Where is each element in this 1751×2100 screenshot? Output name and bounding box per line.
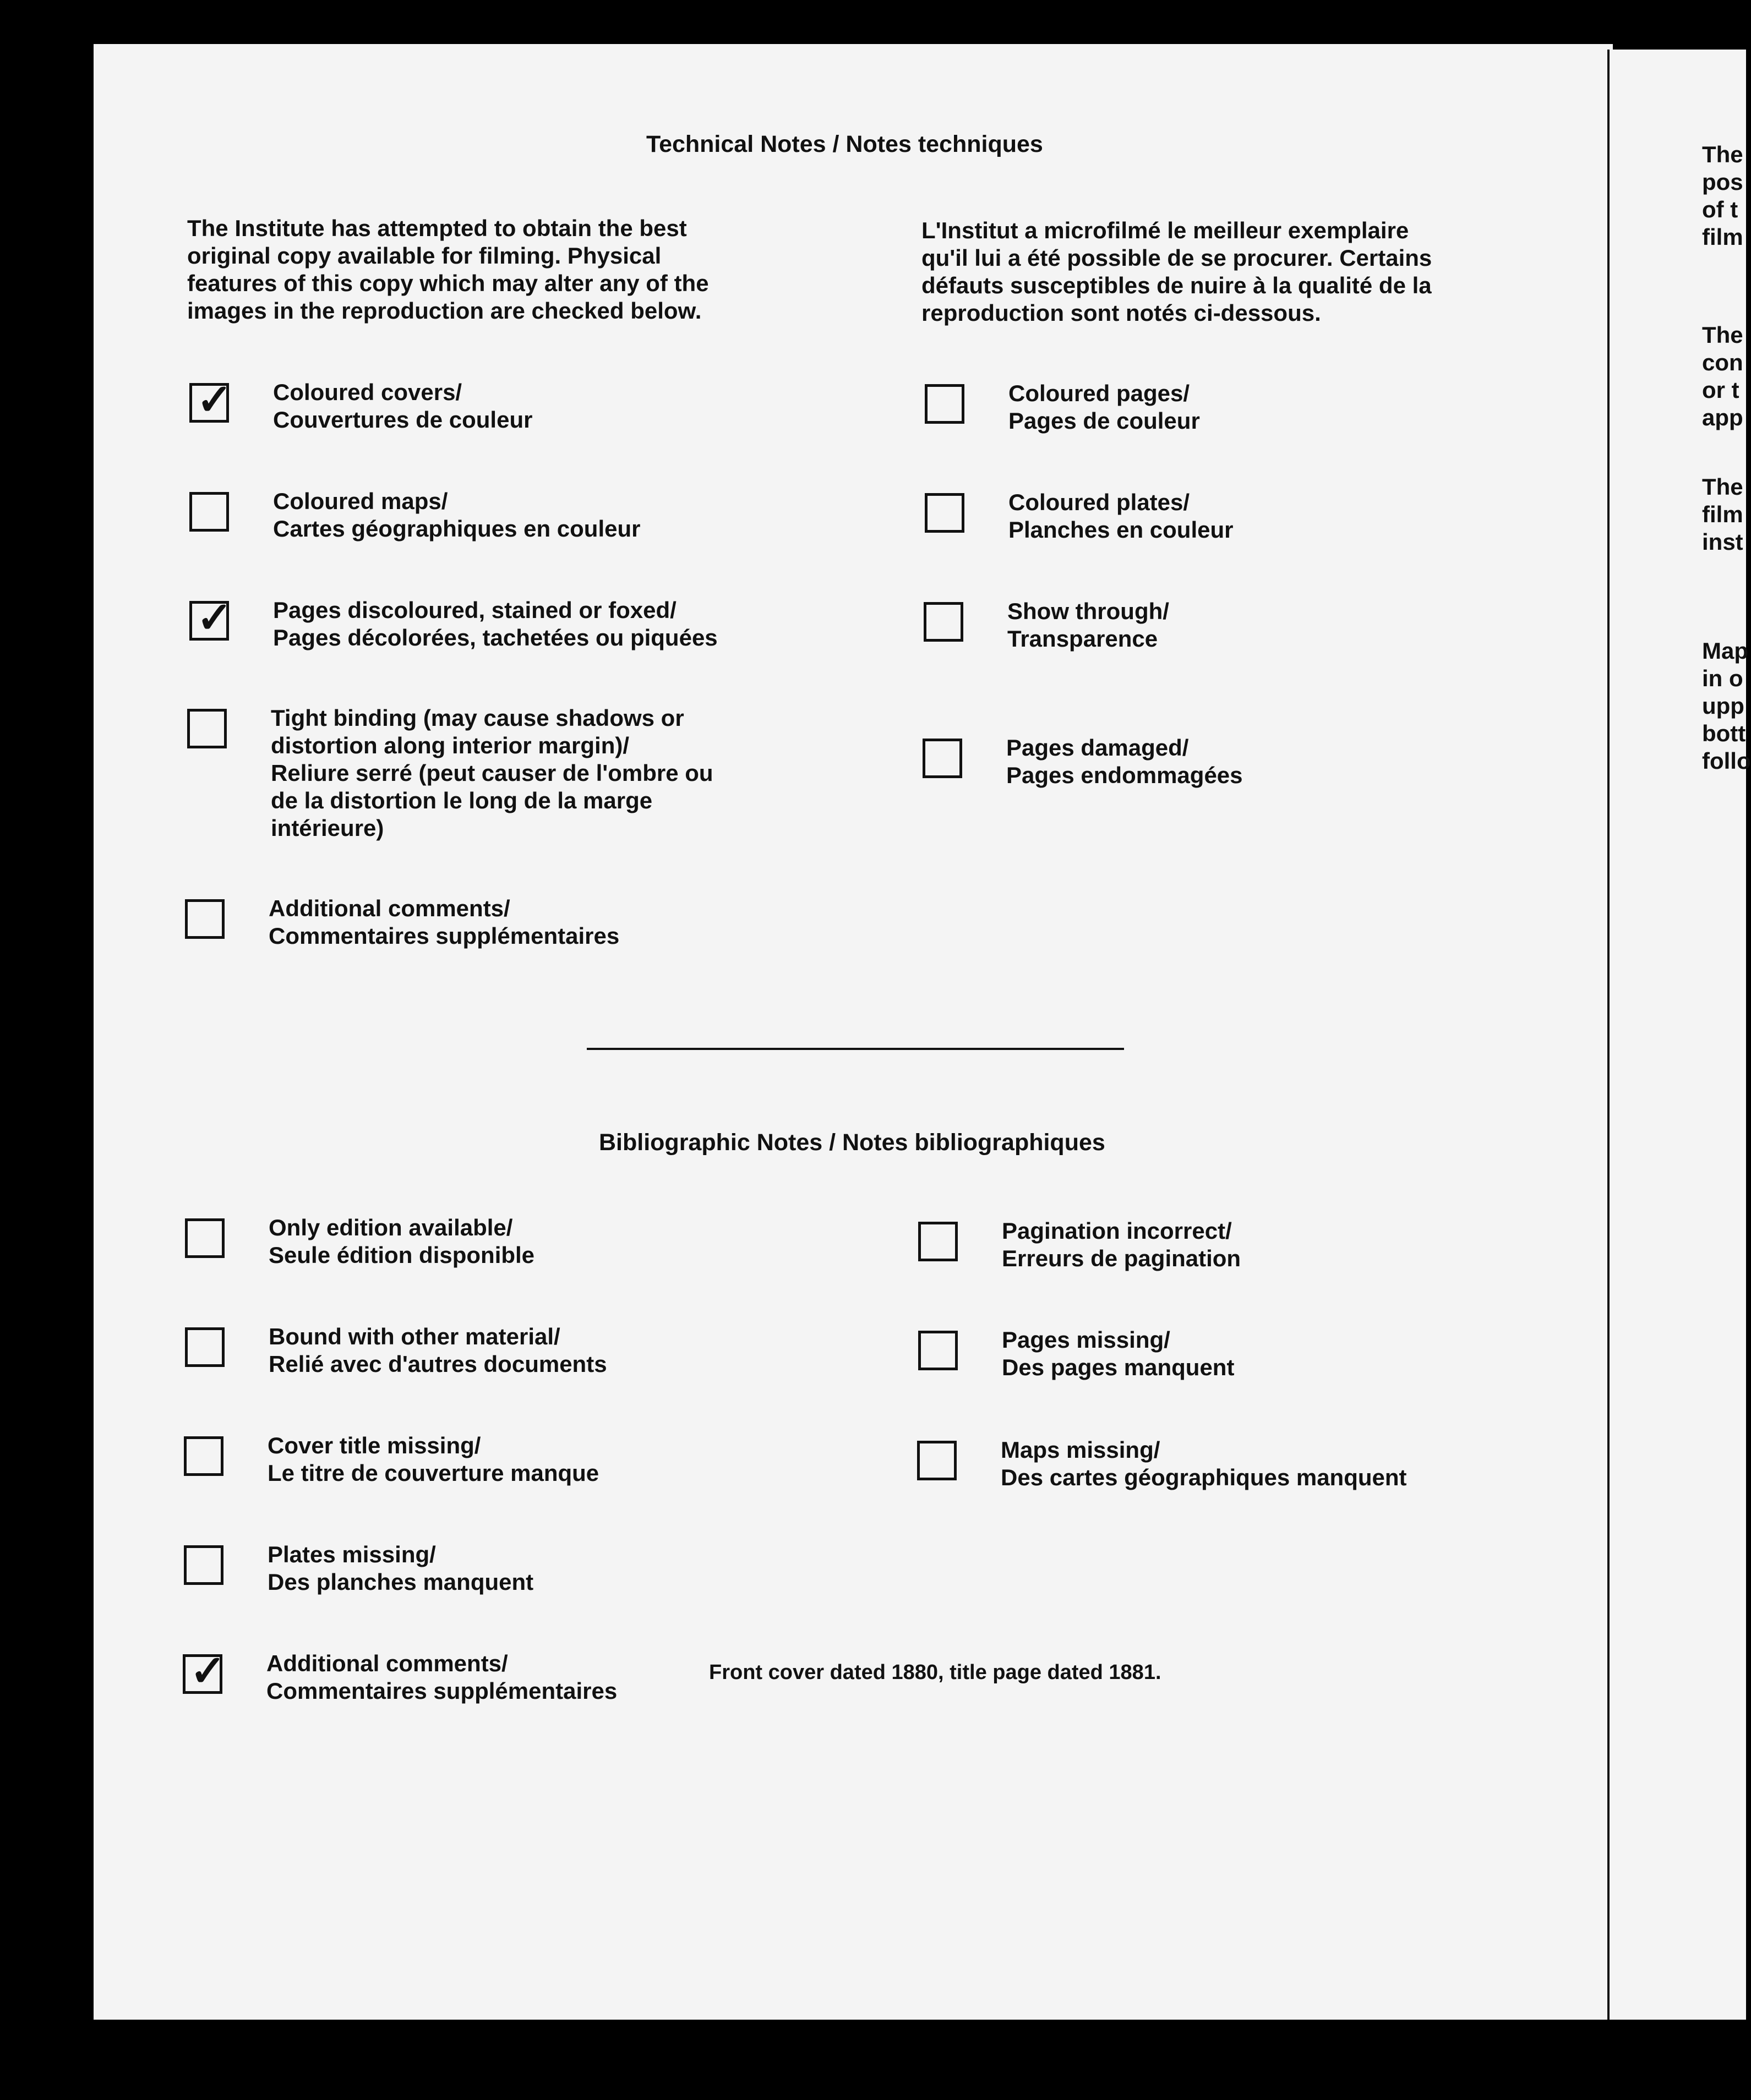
checkbox-item-coloured-maps[interactable] (189, 488, 641, 543)
checkbox-label: Maps missing/ Des cartes géographiques manquent (1001, 1437, 1407, 1490)
checkbox[interactable] (189, 492, 229, 532)
checkbox[interactable] (185, 1218, 225, 1258)
intro-french: L'Institut a microfilmé le meilleur exemplaire qu'il lui a été possible de se procurer. Certains défauts susceptibles de nuire à la qualité de la reproduction sont notés ci-dessous. (921, 217, 1432, 326)
document-page (94, 44, 1613, 2020)
checkbox[interactable] (183, 1647, 226, 1695)
checkbox[interactable] (923, 739, 962, 778)
checkbox-label: Coloured covers/ Couvertures de couleur (273, 379, 533, 433)
checkbox-item-coloured-plates[interactable] (925, 489, 1233, 544)
checkbox[interactable] (918, 1222, 958, 1261)
checkbox[interactable] (184, 1545, 223, 1585)
checkbox[interactable] (924, 602, 963, 642)
checkbox-label: Cover title missing/ Le titre de couverture manque (268, 1432, 599, 1486)
checkbox[interactable] (189, 593, 233, 642)
checkbox-label: Show through/ Transparence (1007, 598, 1169, 652)
checkbox[interactable] (925, 493, 964, 533)
checkbox-item-maps-missing[interactable] (917, 1436, 1407, 1491)
checkbox-item-tight-binding[interactable] (187, 704, 713, 842)
checkbox-label: Coloured maps/ Cartes géographiques en couleur (273, 488, 641, 542)
checkmark-icon: ✓ (190, 1647, 226, 1695)
checkbox[interactable] (185, 899, 225, 939)
checkbox-label: Plates missing/ Des planches manquent (268, 1541, 534, 1595)
checkbox-item-additional-comments-bibliographic[interactable] (183, 1647, 618, 1705)
checkbox-item-pages-missing[interactable] (918, 1326, 1234, 1381)
bibliographic-notes-heading: Bibliographic Notes / Notes bibliographiques (599, 1129, 1105, 1156)
checkbox-item-cover-title-missing[interactable] (184, 1432, 599, 1487)
checkbox[interactable] (184, 1436, 223, 1476)
checkbox[interactable] (187, 709, 227, 748)
checkbox-item-pages-discoloured[interactable] (189, 593, 718, 652)
checkbox-label: Tight binding (may cause shadows or distortion along interior margin)/ Reliure serré (peut causer de l'ombre ou de la distortion le long de la marge intérieure) (271, 705, 713, 841)
technical-notes-heading: Technical Notes / Notes techniques (646, 131, 1043, 157)
checkbox-label: Bound with other material/ Relié avec d'autres documents (269, 1324, 607, 1377)
intro-english: The Institute has attempted to obtain the best original copy available for filming. Physical features of this copy which may alter any of the images in the reproduction are checked below. (187, 215, 709, 324)
additional-comment-text: Front cover dated 1880, title page dated 1881. (709, 1661, 1161, 1684)
checkbox-label: Additional comments/ Commentaires supplémentaires (269, 895, 620, 949)
adjacent-page-text-2: The con or t app (1702, 322, 1743, 430)
checkbox-item-coloured-covers[interactable] (189, 375, 533, 434)
checkbox-item-show-through[interactable] (924, 598, 1169, 653)
checkbox-label: Coloured pages/ Pages de couleur (1008, 380, 1200, 434)
checkbox-label: Pagination incorrect/ Erreurs de pagination (1002, 1218, 1241, 1271)
checkbox-label: Pages missing/ Des pages manquent (1002, 1327, 1235, 1380)
section-divider (587, 1048, 1124, 1050)
adjacent-page-text-1: The pos of t film (1702, 141, 1743, 250)
checkbox-label: Pages discoloured, stained or foxed/ Pages décolorées, tachetées ou piquées (273, 597, 718, 650)
checkbox[interactable] (185, 1327, 225, 1367)
checkbox-item-coloured-pages[interactable] (925, 380, 1200, 435)
checkbox[interactable] (925, 384, 964, 424)
checkmark-icon: ✓ (197, 593, 233, 642)
checkmark-icon: ✓ (197, 375, 233, 424)
checkbox-label: Additional comments/ Commentaires supplémentaires (266, 1650, 618, 1704)
checkbox-item-additional-comments-technical[interactable] (185, 895, 619, 950)
checkbox-label: Only edition available/ Seule édition disponible (269, 1215, 535, 1268)
checkbox-label: Coloured plates/ Planches en couleur (1008, 489, 1234, 543)
checkbox[interactable] (189, 375, 233, 424)
checkbox-item-only-edition[interactable] (185, 1214, 534, 1269)
adjacent-page-text-4: Map in o upp bott follo (1702, 638, 1751, 774)
checkbox-item-pagination-incorrect[interactable] (918, 1217, 1241, 1272)
checkbox-item-plates-missing[interactable] (184, 1541, 533, 1596)
checkbox-label: Pages damaged/ Pages endommagées (1006, 735, 1243, 788)
adjacent-page-text-3: The film inst (1702, 474, 1743, 555)
checkbox[interactable] (917, 1441, 957, 1480)
checkbox-item-pages-damaged[interactable] (923, 734, 1243, 789)
checkbox[interactable] (918, 1331, 958, 1370)
checkbox-item-bound-with[interactable] (185, 1323, 607, 1378)
